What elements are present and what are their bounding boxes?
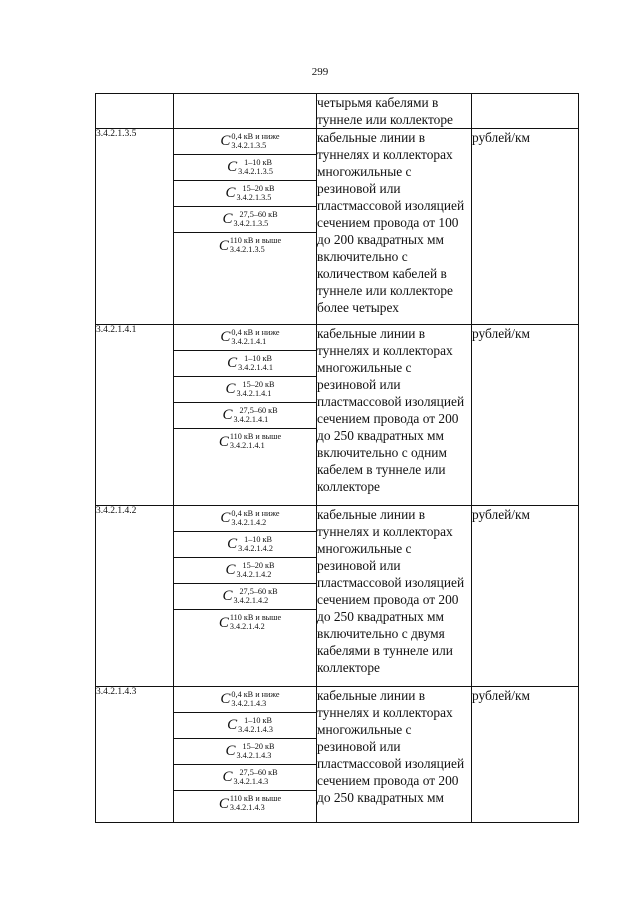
formula-line: С 1–10 кВ 3.4.2.1.4.1 (174, 351, 316, 377)
formula-line: С 110 кВ и выше 3.4.2.1.4.3 (218, 794, 282, 812)
formula-line: С 0,4 кВ и ниже 3.4.2.1.3.5 (174, 129, 316, 155)
formula-symbol: С (225, 562, 236, 578)
description-cell: четырьмя кабелями в туннеле или коллекторе (317, 94, 472, 129)
formula-line: С 27,5–60 кВ 3.4.2.1.4.3 (174, 765, 316, 791)
formula-line: С 27,5–60 кВ 3.4.2.1.3.5 (174, 207, 316, 233)
formula-line: С 1–10 кВ 3.4.2.1.4.3 (174, 713, 316, 739)
formula-symbol: С (220, 133, 231, 149)
table-row (96, 506, 579, 687)
table-row (96, 325, 579, 506)
formula-symbol: С (225, 743, 236, 759)
formula-line: С 15–20 кВ 3.4.2.1.3.5 (174, 181, 316, 207)
description-cell: кабельные линии в туннелях и коллекторах многожильные с резиновой или пластмассовой изоляцией сечением провода от 200 до 250 квадратных мм включительно с одним кабелем в туннеле или коллекторе (317, 325, 472, 506)
formula-line: С 110 кВ и выше 3.4.2.1.4.1 (218, 432, 282, 450)
formula-symbol: С (218, 237, 229, 254)
formula-cell (174, 129, 317, 325)
unit-cell: рублей/км (472, 325, 579, 506)
unit-cell: рублей/км (472, 129, 579, 325)
formula-line: С 15–20 кВ 3.4.2.1.4.2 (174, 558, 316, 584)
unit-cell: рублей/км (472, 506, 579, 687)
table-row-continuation (96, 94, 579, 129)
formula-line: С 0,4 кВ и ниже 3.4.2.1.4.2 (174, 506, 316, 532)
page-number: 299 (311, 66, 329, 78)
formula-symbol: С (227, 536, 238, 552)
formula-symbol: С (220, 691, 231, 707)
formula-line: С 0,4 кВ и ниже 3.4.2.1.4.3 (174, 687, 316, 713)
formula-line: С 27,5–60 кВ 3.4.2.1.4.1 (174, 403, 316, 429)
formula-line: С 110 кВ и выше 3.4.2.1.3.5 (218, 236, 282, 254)
description-cell: кабельные линии в туннелях и коллекторах многожильные с резиновой или пластмассовой изоляцией сечением провода от 100 до 200 квадратных мм включительно с количеством кабелей в туннеле или коллекторе более четырех (317, 129, 472, 325)
formula-cell (174, 506, 317, 687)
formula-symbol: С (227, 355, 238, 371)
formula-line: С 110 кВ и выше 3.4.2.1.4.2 (218, 613, 282, 631)
formula-cell (174, 687, 317, 823)
code-cell: 3.4.2.1.4.3 (96, 687, 174, 823)
formula-symbol: С (222, 407, 233, 423)
formula-symbol: С (218, 433, 229, 450)
formula-symbol: С (222, 769, 233, 785)
formula-line: С 0,4 кВ и ниже 3.4.2.1.4.1 (174, 325, 316, 351)
formula-cell (174, 94, 317, 129)
formula-symbol: С (227, 717, 238, 733)
formula-symbol: С (218, 614, 229, 631)
code-cell (96, 94, 174, 129)
table-row (96, 687, 579, 823)
formula-cell (174, 325, 317, 506)
code-cell: 3.4.2.1.4.1 (96, 325, 174, 506)
formula-symbol: С (220, 329, 231, 345)
formula-line: С 1–10 кВ 3.4.2.1.4.2 (174, 532, 316, 558)
formula-symbol: С (227, 159, 238, 175)
code-cell: 3.4.2.1.3.5 (96, 129, 174, 325)
table-row (96, 129, 579, 325)
description-cell: кабельные линии в туннелях и коллекторах многожильные с резиновой или пластмассовой изоляцией сечением провода от 200 до 250 квадратных мм включительно с двумя кабелями в туннеле или коллекторе (317, 506, 472, 687)
formula-line: С 1–10 кВ 3.4.2.1.3.5 (174, 155, 316, 181)
tariff-table (95, 93, 579, 823)
unit-cell: рублей/км (472, 687, 579, 823)
formula-line: С 15–20 кВ 3.4.2.1.4.1 (174, 377, 316, 403)
formula-symbol: С (222, 211, 233, 227)
description-cell: кабельные линии в туннелях и коллекторах многожильные с резиновой или пластмассовой изоляцией сечением провода от 200 до 250 квадратных мм (317, 687, 472, 823)
formula-symbol: С (225, 185, 236, 201)
unit-cell (472, 94, 579, 129)
formula-symbol: С (218, 795, 229, 812)
formula-symbol: С (225, 381, 236, 397)
formula-line: С 15–20 кВ 3.4.2.1.4.3 (174, 739, 316, 765)
code-cell: 3.4.2.1.4.2 (96, 506, 174, 687)
formula-symbol: С (220, 510, 231, 526)
formula-line: С 27,5–60 кВ 3.4.2.1.4.2 (174, 584, 316, 610)
formula-symbol: С (222, 588, 233, 604)
